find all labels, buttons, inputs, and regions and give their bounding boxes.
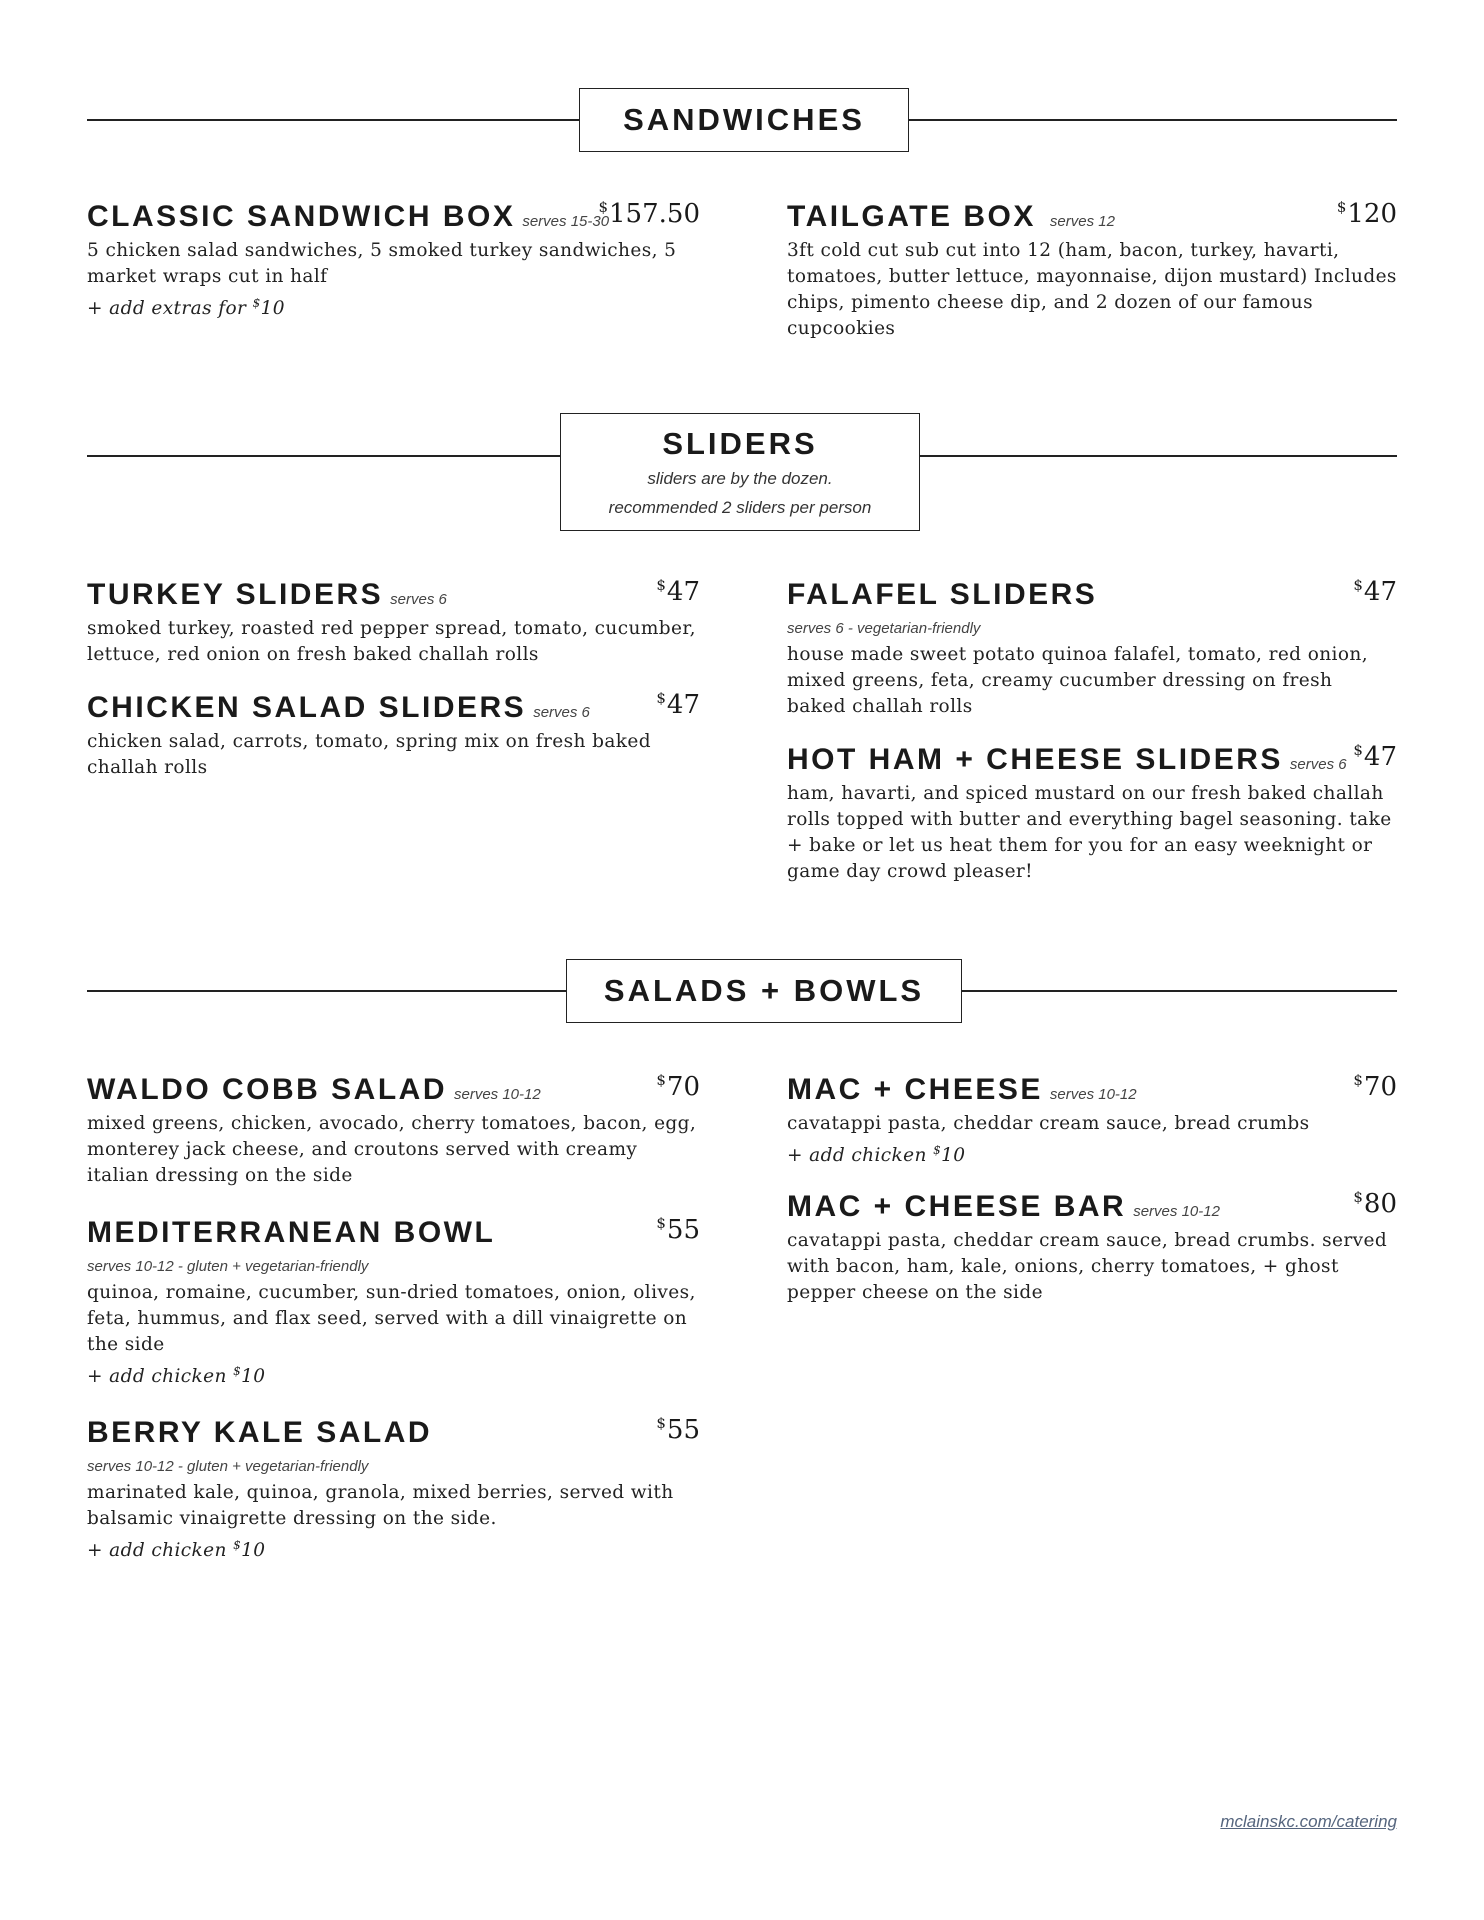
item-price: $120	[1336, 198, 1397, 229]
menu-item-berry-kale-salad	[87, 1416, 700, 1564]
menu-item-falafel-sliders	[787, 578, 1397, 720]
item-description: 3ft cold cut sub cut into 12 (ham, bacon, turkey, havarti, tomatoes, butter lettuce, mayonnaise, dijon mustard) Includes chips, pimento cheese dip, and 2 dozen of our famous cupcookies	[787, 240, 1397, 339]
item-description: chicken salad, carrots, tomato, spring mix on fresh baked challah rolls	[87, 731, 652, 778]
item-name: HOT HAM + CHEESE SLIDERS	[787, 743, 1283, 776]
item-serves: serves 6	[390, 591, 447, 608]
item-name: MAC + CHEESE	[787, 1073, 1043, 1106]
section-title: SALADS + BOWLS	[603, 973, 925, 1008]
item-description: 5 chicken salad sandwiches, 5 smoked turkey sandwiches, 5 market wraps cut in half	[87, 240, 677, 287]
item-price: $47	[1353, 576, 1397, 607]
menu-item-mac-cheese-bar	[787, 1190, 1397, 1306]
section-title-box	[566, 959, 962, 1023]
item-description: cavatappi pasta, cheddar cream sauce, bread crumbs. served with bacon, ham, kale, onions, cherry tomatoes, + ghost pepper cheese on the side	[787, 1230, 1388, 1303]
item-serves-note: serves 10-12 - gluten + vegetarian-friendly	[87, 1458, 369, 1475]
item-name: BERRY KALE SALAD	[87, 1416, 433, 1449]
item-serves: serves 15-30	[522, 213, 610, 230]
item-price: $55	[656, 1414, 700, 1445]
menu-item-tailgate-box	[787, 200, 1397, 342]
section-title-box	[560, 413, 920, 531]
menu-item-mediterranean-bowl	[87, 1216, 700, 1390]
item-name: FALAFEL SLIDERS	[787, 578, 1098, 611]
item-price: $70	[656, 1071, 700, 1102]
item-serves: serves 10-12	[1133, 1203, 1220, 1220]
section-subtitle: recommended 2 sliders per person	[608, 498, 872, 517]
item-price: $80	[1353, 1188, 1397, 1219]
item-description: smoked turkey, roasted red pepper spread, tomato, cucumber, lettuce, red onion on fresh baked challah rolls	[87, 618, 696, 665]
item-name: MAC + CHEESE BAR	[787, 1190, 1127, 1223]
item-serves-note: serves 10-12 - gluten + vegetarian-friendly	[87, 1258, 369, 1275]
sliders-section-header	[0, 413, 1484, 531]
catering-website-link[interactable]: mclainskc.com/catering	[1220, 1812, 1397, 1831]
salads-section-header	[0, 959, 1484, 1023]
section-title: SLIDERS	[662, 426, 818, 461]
item-serves: serves 10-12	[1049, 1086, 1137, 1103]
item-serves: serves 6	[1289, 756, 1347, 773]
item-name: MEDITERRANEAN BOWL	[87, 1216, 496, 1249]
item-add-on: + add chicken $10	[87, 1538, 266, 1561]
menu-item-mac-cheese	[787, 1073, 1397, 1169]
menu-item-chicken-salad-sliders	[87, 691, 700, 781]
item-serves: serves 12	[1049, 213, 1115, 230]
item-name: CHICKEN SALAD SLIDERS	[87, 691, 527, 724]
item-name: CLASSIC SANDWICH BOX	[87, 200, 516, 233]
section-title-box	[579, 88, 909, 152]
sandwiches-section-header	[0, 88, 1484, 152]
item-description: cavatappi pasta, cheddar cream sauce, bread crumbs	[787, 1113, 1310, 1134]
item-price: $47	[1353, 741, 1397, 772]
item-add-on: + add chicken $10	[787, 1143, 966, 1166]
section-title: SANDWICHES	[623, 102, 865, 137]
section-subtitle: sliders are by the dozen.	[647, 469, 833, 488]
item-name: WALDO COBB SALAD	[87, 1073, 447, 1106]
item-add-on: + add chicken $10	[87, 1364, 266, 1387]
item-description: ham, havarti, and spiced mustard on our fresh baked challah rolls topped with butter and everything bagel seasoning. take + bake or let us heat them for you for an easy weeknight or game day crowd pleaser!	[787, 783, 1392, 882]
item-name: TAILGATE BOX	[787, 200, 1036, 233]
menu-item-waldo-cobb-salad	[87, 1073, 700, 1189]
item-description: quinoa, romaine, cucumber, sun-dried tomatoes, onion, olives, feta, hummus, and flax seed, served with a dill vinaigrette on the side	[87, 1282, 696, 1355]
item-price: $70	[1353, 1071, 1397, 1102]
menu-item-turkey-sliders	[87, 578, 700, 668]
item-add-on: + add extras for $10	[87, 296, 285, 319]
item-serves: serves 6	[533, 704, 590, 721]
item-description: house made sweet potato quinoa falafel, tomato, red onion, mixed greens, feta, creamy cucumber dressing on fresh baked challah rolls	[787, 644, 1368, 717]
item-price: $47	[656, 576, 700, 607]
item-price: $47	[656, 689, 700, 720]
item-description: marinated kale, quinoa, granola, mixed berries, served with balsamic vinaigrette dressing on the side.	[87, 1482, 674, 1529]
menu-item-classic-sandwich-box	[87, 200, 700, 322]
menu-item-hot-ham-cheese-sliders	[787, 743, 1397, 885]
item-description: mixed greens, chicken, avocado, cherry tomatoes, bacon, egg, monterey jack cheese, and croutons served with creamy italian dressing on the side	[87, 1113, 697, 1186]
item-price: $55	[656, 1214, 700, 1245]
item-serves-note: serves 6 - vegetarian-friendly	[787, 620, 981, 637]
item-name: TURKEY SLIDERS	[87, 578, 384, 611]
item-serves: serves 10-12	[453, 1086, 541, 1103]
item-price: $157.50	[598, 198, 700, 229]
